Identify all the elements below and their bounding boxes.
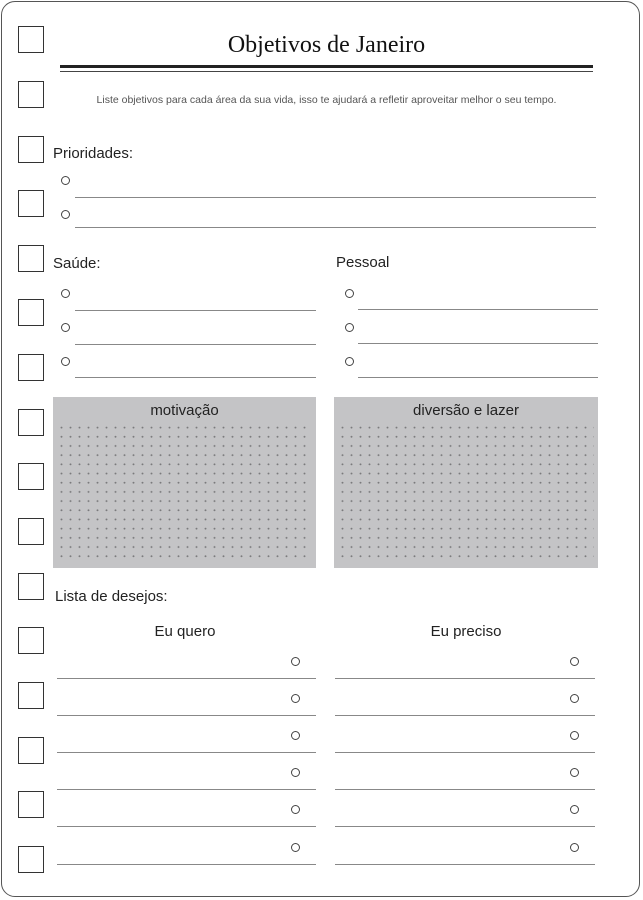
saude-line[interactable] bbox=[75, 310, 316, 311]
pessoal-line[interactable] bbox=[358, 309, 598, 310]
need-line[interactable] bbox=[335, 864, 595, 865]
need-radio[interactable] bbox=[570, 657, 579, 666]
side-checkbox[interactable] bbox=[18, 846, 44, 873]
prioridades-label: Prioridades: bbox=[53, 145, 134, 162]
pessoal-label: Pessoal bbox=[336, 254, 390, 271]
saude-label: Saúde: bbox=[53, 255, 101, 272]
side-checkbox[interactable] bbox=[18, 518, 44, 545]
prioridades-radio[interactable] bbox=[61, 176, 70, 185]
side-checkbox[interactable] bbox=[18, 682, 44, 709]
wish-line[interactable] bbox=[57, 715, 316, 716]
title-rule-thick bbox=[60, 65, 593, 68]
prioridades-line[interactable] bbox=[75, 227, 596, 228]
wishlist-label: Lista de desejos: bbox=[55, 588, 168, 605]
need-line[interactable] bbox=[335, 678, 595, 679]
pessoal-radio[interactable] bbox=[345, 289, 354, 298]
wish-line[interactable] bbox=[57, 752, 316, 753]
wish-line[interactable] bbox=[57, 864, 316, 865]
side-checkbox[interactable] bbox=[18, 26, 44, 53]
eu-quero-heading: Eu quero bbox=[154, 623, 216, 640]
wish-radio[interactable] bbox=[291, 657, 300, 666]
side-checkbox[interactable] bbox=[18, 245, 44, 272]
need-line[interactable] bbox=[335, 715, 595, 716]
need-radio[interactable] bbox=[570, 731, 579, 740]
eu-preciso-heading: Eu preciso bbox=[430, 623, 502, 640]
wish-line[interactable] bbox=[57, 678, 316, 679]
saude-radio[interactable] bbox=[61, 289, 70, 298]
need-radio[interactable] bbox=[570, 843, 579, 852]
saude-radio[interactable] bbox=[61, 357, 70, 366]
wish-radio[interactable] bbox=[291, 731, 300, 740]
pessoal-line[interactable] bbox=[358, 343, 598, 344]
prioridades-line[interactable] bbox=[75, 197, 596, 198]
need-line[interactable] bbox=[335, 826, 595, 827]
side-checkbox[interactable] bbox=[18, 627, 44, 654]
dot-grid bbox=[338, 423, 594, 564]
wish-line[interactable] bbox=[57, 789, 316, 790]
side-checkbox[interactable] bbox=[18, 573, 44, 600]
saude-line[interactable] bbox=[75, 377, 316, 378]
need-radio[interactable] bbox=[570, 694, 579, 703]
wish-radio[interactable] bbox=[291, 805, 300, 814]
wish-radio[interactable] bbox=[291, 843, 300, 852]
wish-line[interactable] bbox=[57, 826, 316, 827]
page-subtitle: Liste objetivos para cada área da sua vida, isso te ajudará a refletir aproveitar melhor o seu tempo. bbox=[96, 94, 557, 106]
diversao-panel[interactable] bbox=[334, 397, 598, 568]
side-checkbox[interactable] bbox=[18, 737, 44, 764]
pessoal-radio[interactable] bbox=[345, 357, 354, 366]
pessoal-line[interactable] bbox=[358, 377, 598, 378]
need-radio[interactable] bbox=[570, 768, 579, 777]
saude-line[interactable] bbox=[75, 344, 316, 345]
page-title: Objetivos de Janeiro bbox=[227, 32, 426, 58]
saude-radio[interactable] bbox=[61, 323, 70, 332]
need-line[interactable] bbox=[335, 789, 595, 790]
side-checkbox[interactable] bbox=[18, 791, 44, 818]
title-rule-thin bbox=[60, 71, 593, 72]
side-checkbox[interactable] bbox=[18, 463, 44, 490]
side-checkbox[interactable] bbox=[18, 136, 44, 163]
need-radio[interactable] bbox=[570, 805, 579, 814]
side-checkbox[interactable] bbox=[18, 409, 44, 436]
side-checkbox[interactable] bbox=[18, 354, 44, 381]
prioridades-radio[interactable] bbox=[61, 210, 70, 219]
diversao-title: diversão e lazer bbox=[413, 402, 519, 419]
side-checkbox[interactable] bbox=[18, 299, 44, 326]
wish-radio[interactable] bbox=[291, 768, 300, 777]
need-line[interactable] bbox=[335, 752, 595, 753]
motivacao-title: motivação bbox=[150, 402, 219, 419]
pessoal-radio[interactable] bbox=[345, 323, 354, 332]
dot-grid bbox=[57, 423, 312, 564]
motivacao-panel[interactable] bbox=[53, 397, 316, 568]
side-checkbox[interactable] bbox=[18, 81, 44, 108]
wish-radio[interactable] bbox=[291, 694, 300, 703]
side-checkbox[interactable] bbox=[18, 190, 44, 217]
